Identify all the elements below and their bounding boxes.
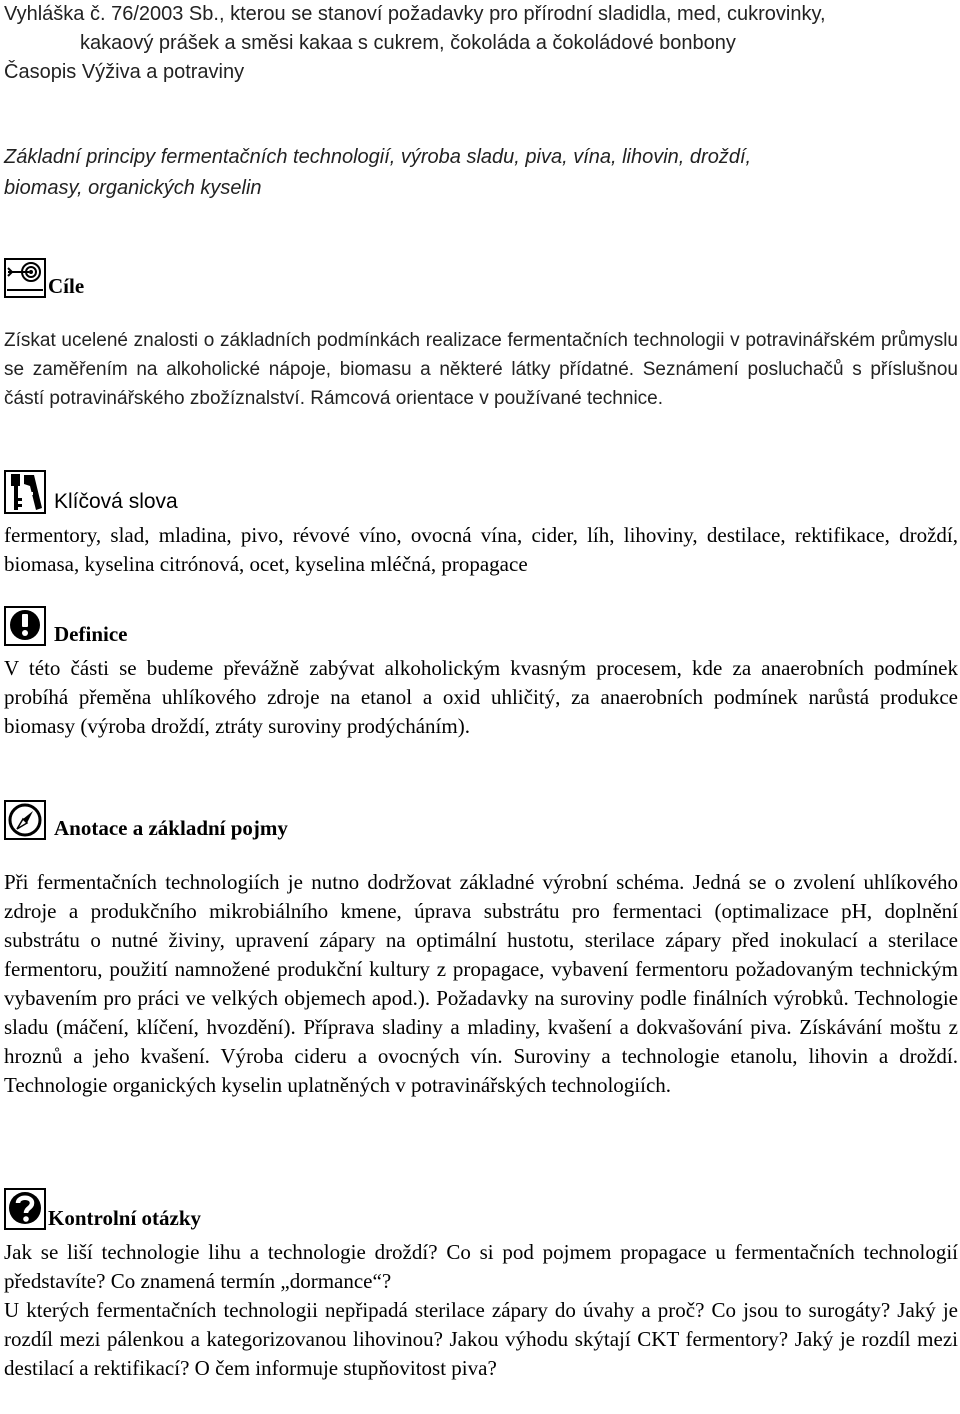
definition-heading-label: Definice bbox=[54, 622, 128, 646]
questions-text-1: Jak se liší technologie lihu a technologie droždí? Co si pod pojmem propagace u fermentačních technologií představíte? Co znamená termín „dormance“? bbox=[4, 1240, 958, 1293]
title-line-1: Základní principy fermentačních technologií, výroba sladu, piva, vína, lihovin, droždí, bbox=[4, 146, 752, 168]
question-icon bbox=[4, 1188, 46, 1230]
questions-heading bbox=[4, 1188, 201, 1230]
reference-header bbox=[4, 0, 960, 87]
reference-line-3: Časopis Výživa a potraviny bbox=[4, 61, 245, 83]
goals-heading bbox=[4, 258, 84, 298]
annotation-heading-label: Anotace a základní pojmy bbox=[54, 816, 288, 840]
keywords-text: fermentory, slad, mladina, pivo, révové víno, ovocná vína, cider, líh, lihoviny, destilace, rektifikace, droždí, biomasa, kyselina citrónová, ocet, kyselina mléčná, propagace bbox=[4, 523, 958, 576]
questions-heading-label: Kontrolní otázky bbox=[48, 1206, 202, 1230]
definition-heading bbox=[4, 606, 127, 646]
exclamation-icon bbox=[4, 606, 46, 646]
compass-icon bbox=[4, 800, 46, 840]
reference-line-2: kakaový prášek a směsi kakaa s cukrem, čokoláda a čokoládové bonbony bbox=[80, 32, 736, 54]
annotation-text: Při fermentačních technologiích je nutno dodržovat základné výrobní schéma. Jedná se o zvolení uhlíkového zdroje a produkčního mikrobiálního kmene, úprava substrátu pro fermentaci (optimalizace pH, doplnění substrátu o nutné živiny, upravení zápary na optimální hustotu, sterilace zápary před inokulací a sterilace fermentoru, použití namnožené produkční kultury z propagace, vybavení fermentoru požadovaným technickým vybavením pro práci ve velkých objemech apod.). Požadavky na suroviny podle finálních výrobků. Technologie sladu (máčení, klíčení, hvozdění). Příprava sladiny a mladiny, kvašení a dokvašování piva. Získávání moštu z hroznů a jeho kvašení. Výroba cideru a ovocných vín. Suroviny a technologie etanolu, lihovin a droždí. Technologie organických kyselin uplatněných v potravinářských technologiích. bbox=[4, 870, 958, 1097]
title-line-2: biomasy, organických kyselin bbox=[4, 177, 262, 199]
keywords-heading-label: Klíčová slova bbox=[54, 490, 178, 513]
reference-line-1: Vyhláška č. 76/2003 Sb., kterou se stanoví požadavky pro přírodní sladidla, med, cukrovinky, bbox=[4, 3, 826, 25]
questions-text-2: U kterých fermentačních technologii nepřipadá sterilace zápary do úvahy a proč? Co jsou to surogáty? Jaký je rozdíl mezi pálenkou a kategorizovanou lihovinou? Jakou výhodu skýtají CKT fermentory? Jaký je rozdíl mezi destilací a rektifikací? O čem informuje stupňovitost piva? bbox=[4, 1298, 958, 1380]
goals-text: Získat ucelené znalosti o základních podmínkách realizace fermentačních technologii v potravinářském průmyslu se zaměřením na alkoholické nápoje, biomasu a některé látky přídatné. Seznámení posluchačů s příslušnou částí potravinářského zbožíznalství. Rámcová orientace v používané technice. bbox=[4, 330, 958, 409]
keys-icon bbox=[4, 470, 46, 514]
document-title bbox=[4, 142, 954, 204]
target-icon bbox=[4, 258, 46, 298]
keywords-heading bbox=[4, 470, 178, 514]
definition-text: V této části se budeme převážně zabývat alkoholickým kvasným procesem, kde za anaerobních podmínek probíhá přeměna uhlíkového zdroje na etanol a oxid uhličitý, za anaerobních podmínek narůstá produkce biomasy (výroba droždí, ztráty suroviny prodýcháním). bbox=[4, 656, 958, 738]
goals-heading-label: Cíle bbox=[48, 274, 85, 298]
annotation-heading bbox=[4, 800, 288, 840]
